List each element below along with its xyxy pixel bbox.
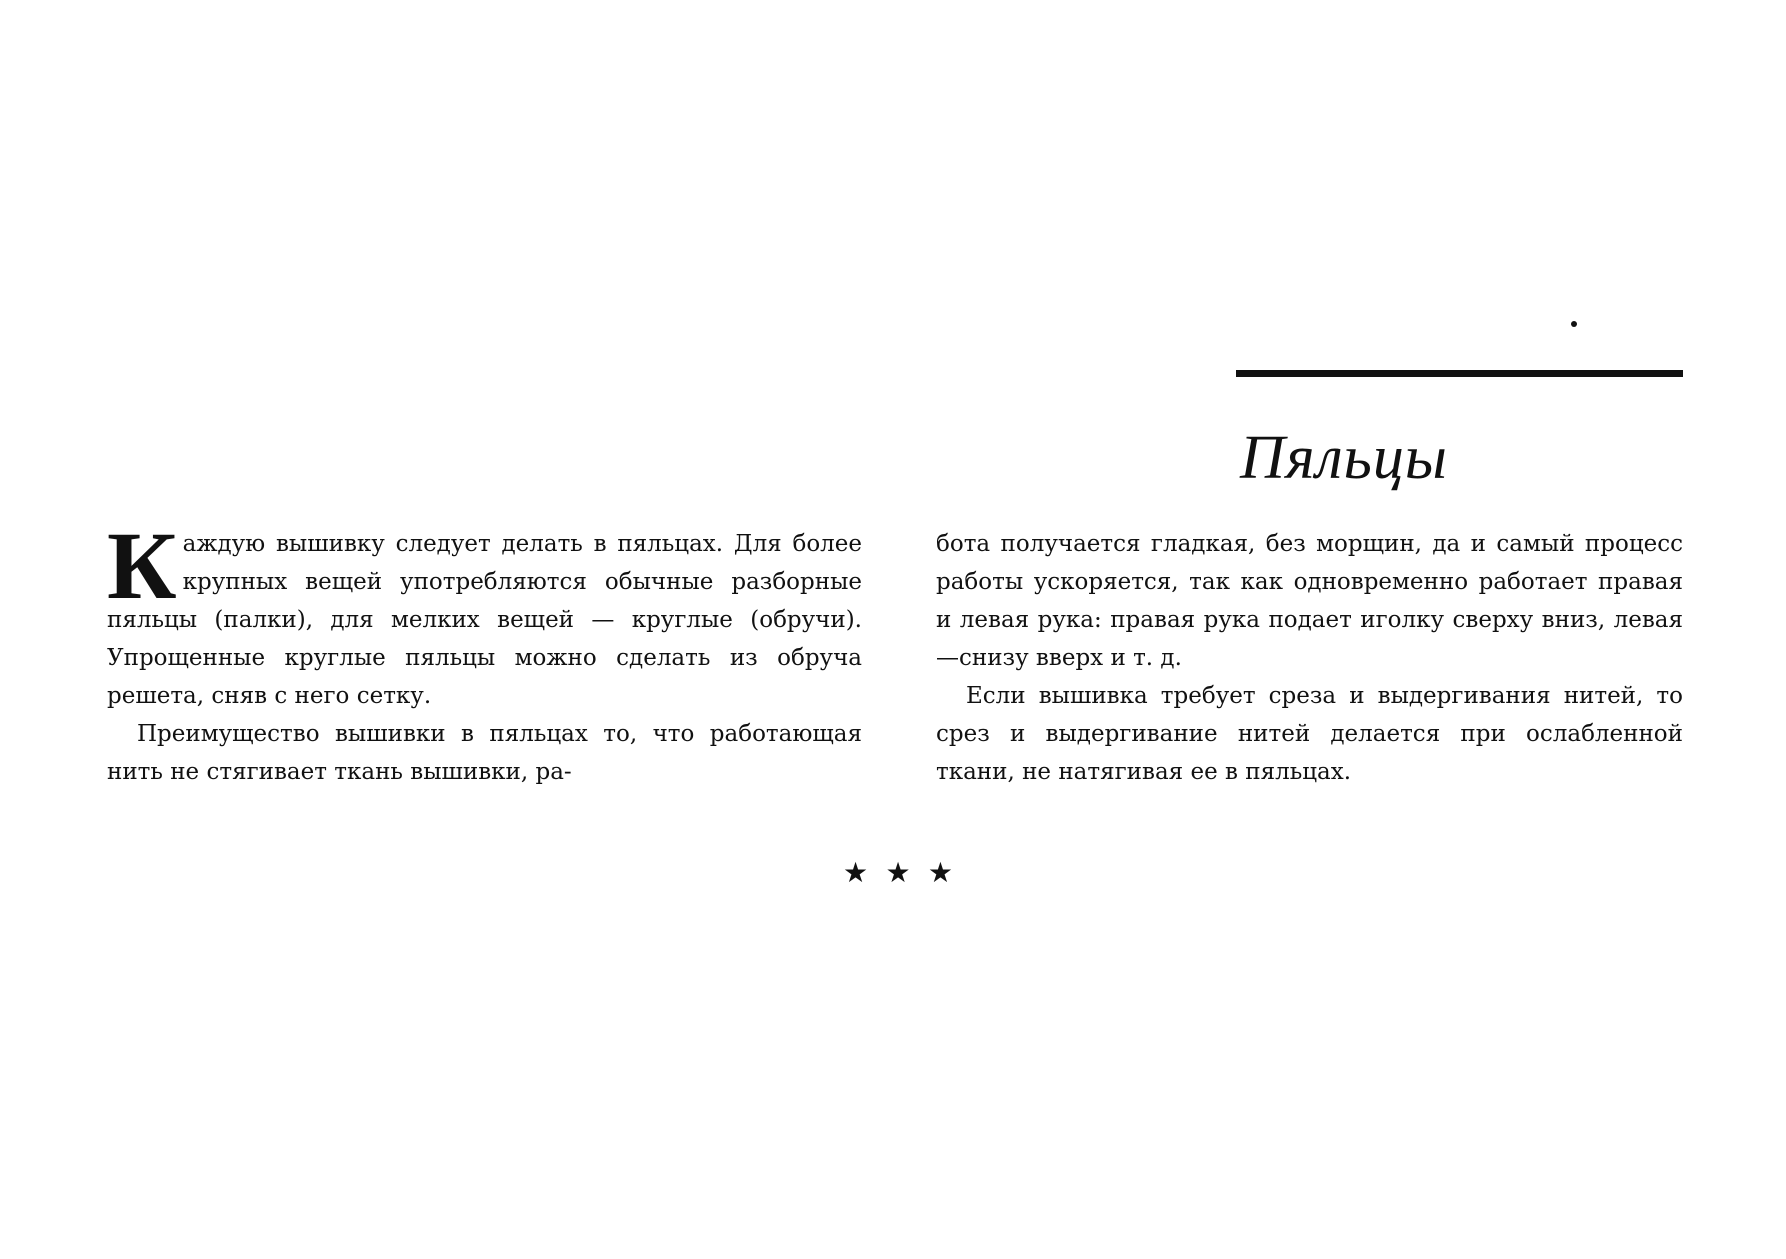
section-title: Пяльцы: [1240, 424, 1448, 492]
section-separator: [843, 858, 953, 888]
left-paragraph-1: [107, 512, 862, 715]
right-paragraph-1: бота получается гладкая, без морщин, да и самый процесс работы ускоряется, так как одновременно работает правая и левая рука: правая рука подает иголку сверху вниз, левая—снизу вверх и т. д.: [936, 531, 1683, 671]
left-paragraph-2: Преимущество вышивки в пяльцах то, что работающая нить не стягивает ткань вышивки, ра-: [107, 721, 862, 785]
drop-cap: К: [107, 512, 177, 619]
decorative-dot: [1571, 321, 1577, 327]
left-paragraph-1-text: аждую вышивку следует делать в пяльцах. Для более крупных вещей употребляются обычные разборные пяльцы (палки), для мелких вещей — круглые (обручи). Упрощенные круглые пяльцы можно сделать из обруча решета, сняв с него сетку.: [107, 531, 862, 709]
heading-rule: [1236, 370, 1683, 377]
star-icon: ★: [927, 856, 953, 889]
left-column: [107, 512, 862, 791]
star-icon: ★: [885, 856, 911, 889]
star-icon: ★: [843, 856, 869, 889]
right-paragraph-2: Если вышивка требует среза и выдергивания нитей, то срез и выдергивание нитей делается при ослабленной ткани, не натягивая ее в пяльцах.: [936, 683, 1683, 785]
right-column: [936, 525, 1683, 791]
